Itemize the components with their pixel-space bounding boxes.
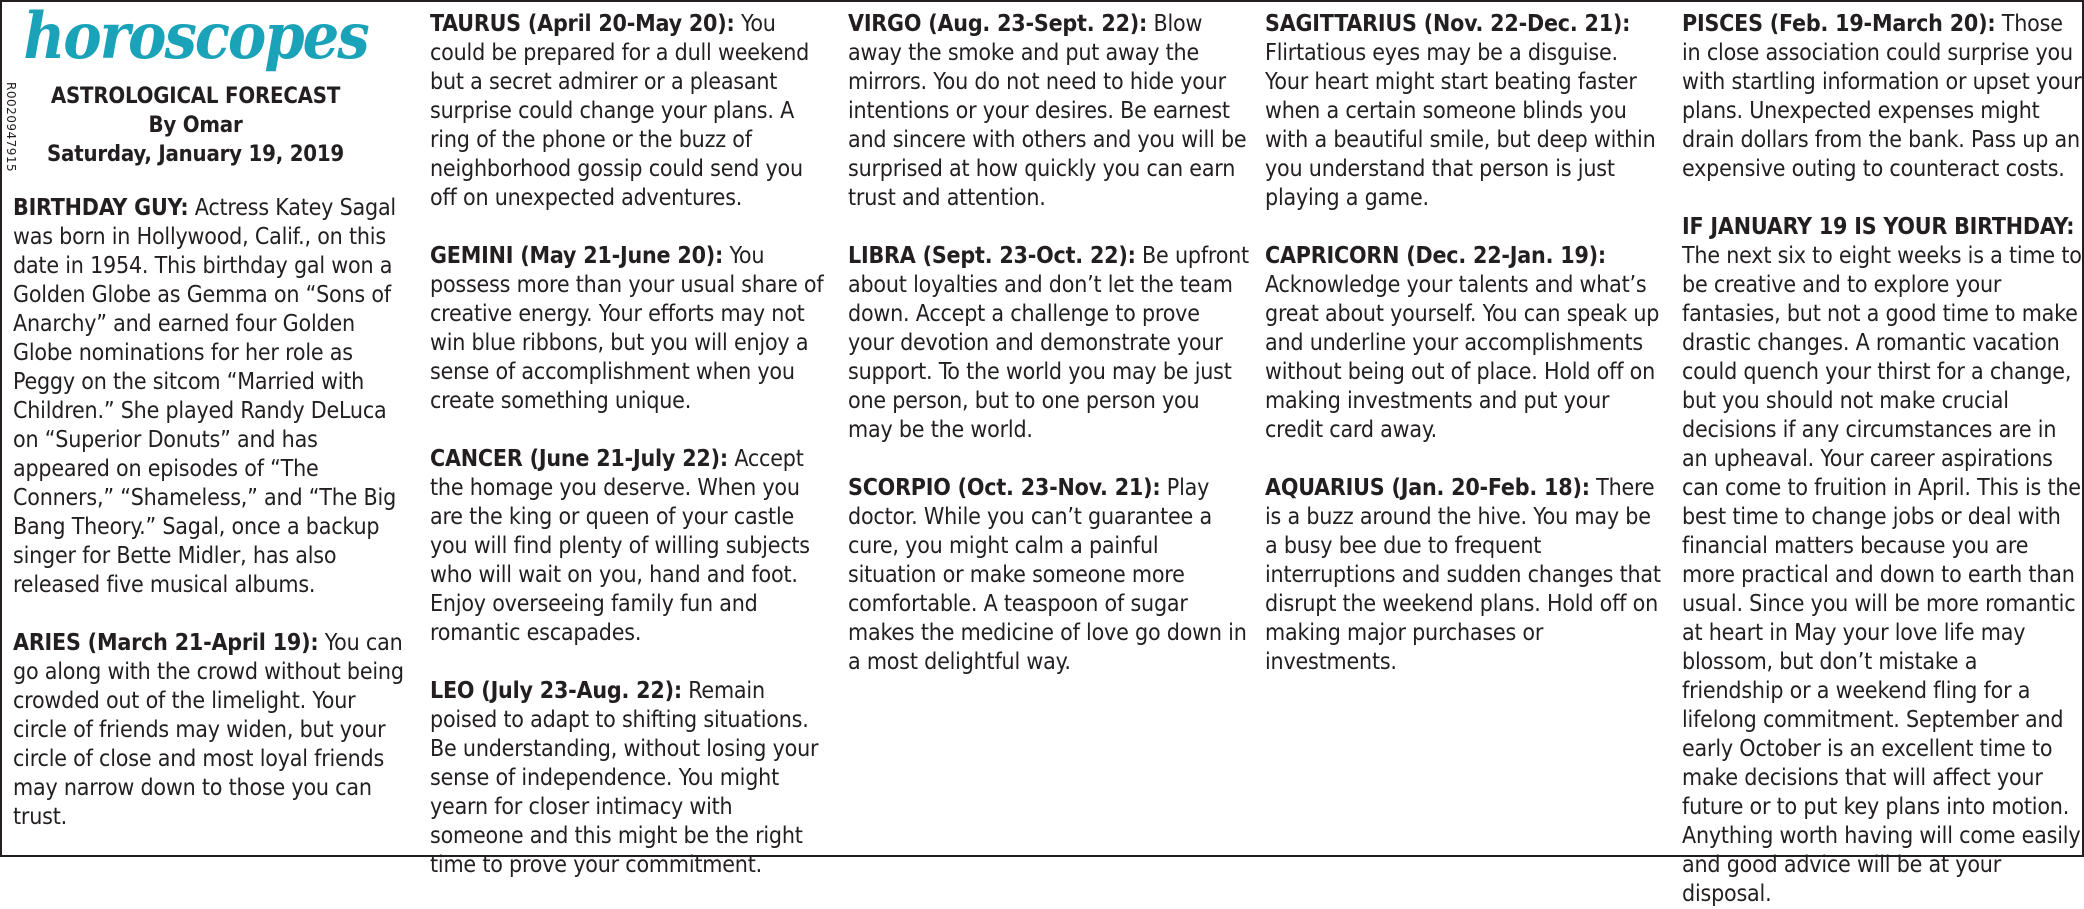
sign-text: Those in close association could surprise you with startling information or upset your plans. Unexpected expenses might drain dollars from the bank. Pass up an expensive outing to counteract costs. (1682, 11, 2082, 182)
sign-heading: CAPRICORN (Dec. 22-Jan. 19): (1265, 243, 1606, 269)
sign-text: You can go along with the crowd without being crowded out of the limelight. Your circle of friends may widen, but your circle of close and most loyal friends may narrow down to those you can trust. (13, 630, 404, 830)
sign-heading: LEO (July 23-Aug. 22): (430, 678, 682, 704)
column-3 (848, 10, 1250, 677)
sign-entry-virgo (848, 10, 1250, 213)
sign-entry-aries (13, 629, 415, 832)
publication-date: Saturday, January 19, 2019 (46, 142, 344, 167)
your-birthday-entry (1682, 213, 2084, 909)
sign-entry-scorpio (848, 474, 1250, 677)
birthday-guy-entry (13, 194, 415, 600)
sign-entry-capricorn (1265, 242, 1667, 445)
your-birthday-text: The next six to eight weeks is a time to be creative and to explore your fantasies, but not a good time to make drastic changes. A romantic vacation could quench your thirst for a change, but you should not make crucial decisions if any circumstances are in an upheaval. Your career aspirations can come to fruition in April. This is the best time to change jobs or deal with financial matters because you are more practical and down to earth than usual. Since you will be more romantic at heart in May your love life may blossom, but don’t mistake a friendship or a weekend fling for a lifelong commitment. September and early October is an excellent time to make decisions that will affect your future or to put key plans into motion. Anything worth having will come easily and good advice will be at your disposal. (1682, 243, 2082, 907)
sign-heading: SAGITTARIUS (Nov. 22-Dec. 21): (1265, 11, 1631, 37)
sign-heading: PISCES (Feb. 19-March 20): (1682, 11, 1996, 37)
sign-entry-libra (848, 242, 1250, 445)
column-1 (13, 0, 415, 832)
sign-entry-sagittarius (1265, 10, 1667, 213)
sign-entry-taurus (430, 10, 832, 213)
your-birthday-heading: IF JANUARY 19 IS YOUR BIRTHDAY: (1682, 214, 2075, 240)
masthead (13, 2, 378, 169)
sign-heading: ARIES (March 21-April 19): (13, 630, 319, 656)
sign-heading: LIBRA (Sept. 23-Oct. 22): (848, 243, 1136, 269)
sign-text: Flirtatious eyes may be a disguise. Your heart might start beating faster when a certain someone blinds you with a beautiful smile, but deep within you understand that person is just playing a game. (1265, 40, 1656, 211)
sign-entry-aquarius (1265, 474, 1667, 677)
forecast-title: ASTROLOGICAL FORECAST (50, 84, 341, 109)
sign-heading: AQUARIUS (Jan. 20-Feb. 18): (1265, 475, 1590, 501)
sign-text: Blow away the smoke and put away the mirrors. You do not need to hide your intentions or your desires. Be earnest and sincere with others and you will be surprised at how quickly you can earn trust and attention. (848, 11, 1247, 211)
sign-text: Accept the homage you deserve. When you are the king or queen of your castle you will find plenty of willing subjects who will wait on you, hand and foot. Enjoy overseeing family fun and romantic escapades. (430, 446, 810, 646)
sign-heading: GEMINI (May 21-June 20): (430, 243, 724, 269)
birthday-guy-heading: BIRTHDAY GUY: (13, 195, 189, 221)
horoscopes-logo: horoscopes (23, 0, 368, 74)
byline: By Omar (148, 113, 243, 138)
sign-heading: CANCER (June 21-July 22): (430, 446, 728, 472)
sign-text: You possess more than your usual share of creative energy. Your efforts may not win blue ribbons, but you will enjoy a sense of accomplishment when you create something unique. (430, 243, 824, 414)
sign-text: Acknowledge your talents and what’s great about yourself. You can speak up and underline your accomplishments without being out of place. Hold off on making investments and put your credit card away. (1265, 272, 1660, 443)
column-5 (1682, 10, 2084, 909)
sign-text: Play doctor. While you can’t guarantee a cure, you might calm a painful situation or make someone more comfortable. A teaspoon of sugar makes the medicine of love go down in a most delightful way. (848, 475, 1247, 675)
sign-heading: TAURUS (April 20-May 20): (430, 11, 735, 37)
sign-text: Be upfront about loyalties and don’t let the team down. Accept a challenge to prove your devotion and demonstrate your support. To the world you may be just one person, but to one person you may be the world. (848, 243, 1249, 443)
sign-entry-gemini (430, 242, 832, 416)
sign-entry-leo (430, 677, 832, 880)
sign-entry-cancer (430, 445, 832, 648)
sign-entry-pisces (1682, 10, 2084, 184)
column-4 (1265, 10, 1667, 677)
sign-text: There is a buzz around the hive. You may be a busy bee due to frequent interruptions and sudden changes that disrupt the weekend plans. Hold off on making major purchases or investments. (1265, 475, 1661, 675)
column-2 (430, 10, 832, 880)
side-code: R0020947915 (4, 82, 18, 173)
sign-text: Remain poised to adapt to shifting situations. Be understanding, without losing your sense of independence. You might yearn for closer intimacy with someone and this might be the right time to prove your commitment. (430, 678, 819, 878)
birthday-guy-text: Actress Katey Sagal was born in Hollywood, Calif., on this date in 1954. This birthday gal won a Golden Globe as Gemma on “Sons of Anarchy” and earned four Golden Globe nominations for her role as Peggy on the sitcom “Married with Children.” She played Randy DeLuca on “Superior Donuts” and has appeared on episodes of “The Conners,” “Shameless,” and “The Big Bang Theory.” Sagal, once a backup singer for Bette Midler, has also released five musical albums. (13, 195, 397, 598)
sign-heading: VIRGO (Aug. 23-Sept. 22): (848, 11, 1148, 37)
sign-heading: SCORPIO (Oct. 23-Nov. 21): (848, 475, 1161, 501)
sign-text: You could be prepared for a dull weekend but a secret admirer or a pleasant surprise could change your plans. A ring of the phone or the buzz of neighborhood gossip could send you off on unexpected adventures. (430, 11, 810, 211)
